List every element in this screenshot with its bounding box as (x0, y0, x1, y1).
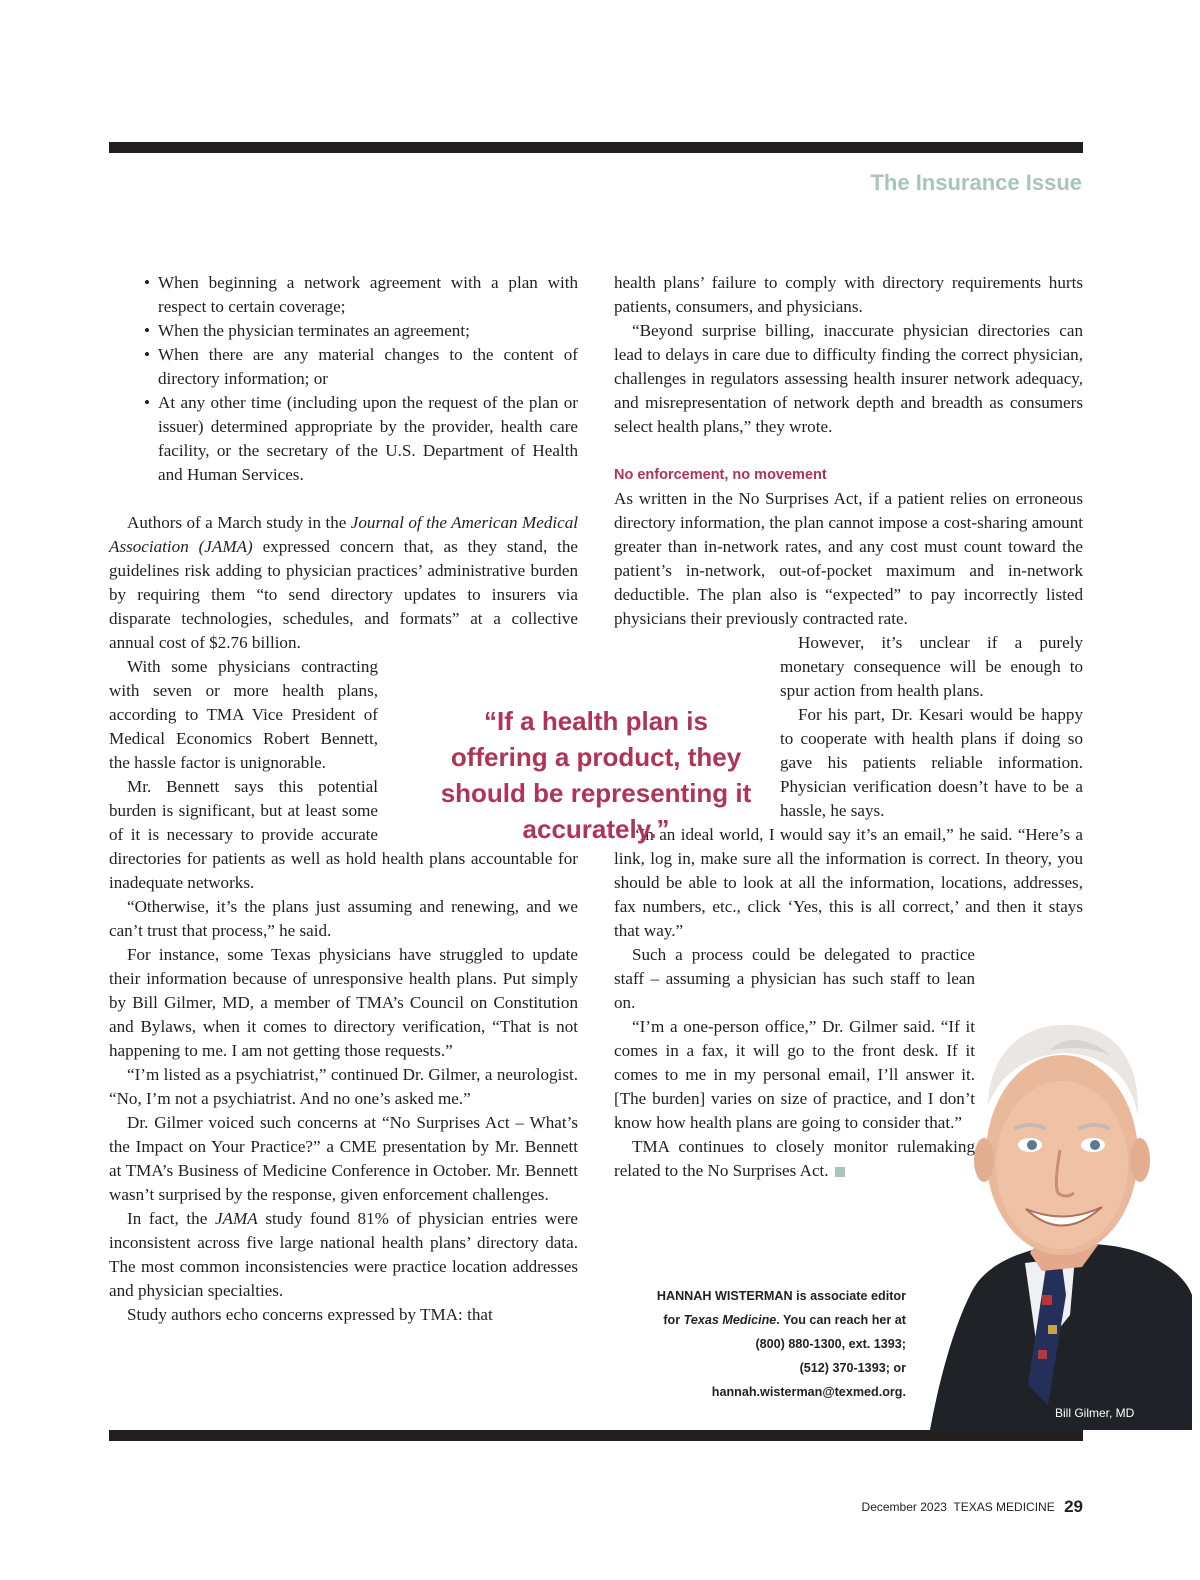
paragraph: “I’m listed as a psychiatrist,” continued Dr. Gilmer, a neurologist. “No, I’m not a psychiatrist. And no one’s asked me.” (109, 1065, 578, 1108)
issue-date: December 2023 (861, 1500, 947, 1514)
portrait-photo (930, 995, 1192, 1430)
author-bio: HANNAH WISTERMAN is associate editor for Texas Medicine. You can reach her at (800) 880-1300, ext. 1393; (512) 370-1393; or hannah.wisterman@texmed.org. (640, 1284, 906, 1404)
author-email[interactable]: hannah.wisterman@texmed.org. (711, 1385, 906, 1399)
paragraph: health plans’ failure to comply with directory requirements hurts patients, consumers, and physicians. (614, 273, 1083, 316)
paragraph: Mr. Bennett says this potential burden is significant, but at least some of it is necessary to provide accurate directories for patients as well as hold health plans accountable for inadequate networks. (109, 777, 578, 892)
paragraph: “Beyond surprise billing, inaccurate physician directories can lead to delays in care due to difficulty finding the correct physician, challenges in regulators assessing health insurer network adequacy, and misrepresentation of network depth and breadth as consumers select health plans,” they wrote. (614, 321, 1083, 436)
list-item: • When beginning a network agreement with a plan with respect to certain coverage; (158, 271, 578, 319)
paragraph: With some physicians contracting with seven or more health plans, according to TMA Vice President of Medical Economics Robert Bennett, the hassle factor is unignorable. (109, 657, 378, 772)
paragraph: “I’m a one-person office,” Dr. Gilmer said. “If it comes in a fax, it will go to the front desk. If it comes to me in my personal email, I’ll answer it. [The burden] varies on size of practice, and I don’t know how health plans are going to consider that.” (614, 1017, 975, 1132)
page-number: 29 (1064, 1497, 1083, 1516)
bullet-list (109, 271, 578, 487)
list-item: • When there are any material changes to the content of directory information; or (158, 343, 578, 391)
top-rule (109, 142, 1083, 153)
journal-title: JAMA (214, 1209, 258, 1228)
list-item: • When the physician terminates an agreement; (158, 319, 578, 343)
photo-caption: Bill Gilmer, MD (1055, 1406, 1135, 1420)
journal-title: Journal of the American Medical Association (JAMA) (109, 513, 578, 556)
list-item: • At any other time (including upon the request of the plan or issuer) determined appropriate by the provider, health care facility, or the secretary of the U.S. Department of Health and Human Services. (158, 391, 578, 487)
paragraph: Dr. Gilmer voiced such concerns at “No Surprises Act – What’s the Impact on Your Practice?” a CME presentation by Mr. Bennett at TMA’s Business of Medicine Conference in October. Mr. Bennett wasn’t surprised by the response, given enforcement challenges. (109, 1113, 578, 1204)
paragraph: TMA continues to closely monitor rulemaking related to the No Surprises Act. (614, 1137, 975, 1180)
end-mark (835, 1167, 845, 1177)
paragraph: In fact, the JAMA study found 81% of physician entries were inconsistent across five large national health plans’ directory data. The most common inconsistencies were practice location addresses and physician specialties. (109, 1209, 578, 1300)
paragraph: Authors of a March study in the Journal of the American Medical Association (JAMA) expressed concern that, as they stand, the guidelines risk adding to physician practices’ administrative burden by requiring them “to send directory updates to insurers via disparate technologies, schedules, and formats” at a collective annual cost of $2.76 billion. (109, 513, 578, 652)
paragraph: “Otherwise, it’s the plans just assuming and renewing, and we can’t trust that process,” he said. (109, 897, 578, 940)
page-footer (862, 1497, 1083, 1517)
magazine-name: TEXAS MEDICINE (953, 1500, 1055, 1514)
paragraph: For his part, Dr. Kesari would be happy to cooperate with health plans if doing so gave his patients reliable information. Physician verification doesn’t have to be a hassle, he says. (780, 705, 1083, 820)
paragraph: As written in the No Surprises Act, if a patient relies on erroneous directory information, the plan cannot impose a cost-sharing amount greater than in-network rates, and any cost must count toward the patient’s in-network, out-of-pocket maximum and in-network deductible. The plan also is “expected” to pay incorrectly listed physicians their previously contracted rate. (614, 489, 1083, 628)
paragraph: For instance, some Texas physicians have struggled to update their information because of unresponsive health plans. Put simply by Bill Gilmer, MD, a member of TMA’s Council on Constitution and Bylaws, when it comes to directory verification, “That is not happening to me. I am not getting those requests.” (109, 945, 578, 1060)
section-title: The Insurance Issue (870, 170, 1082, 195)
paragraph: However, it’s unclear if a purely monetary consequence will be enough to spur action from health plans. (780, 633, 1083, 700)
paragraph: Such a process could be delegated to practice staff – assuming a physician has such staff to lean on. (614, 945, 975, 1012)
paragraph: “In an ideal world, I would say it’s an email,” he said. “Here’s a link, log in, make sure all the information is correct. In theory, you should be able to look at all the information, locations, addresses, fax numbers, etc., click ‘Yes, this is all correct,’ and then it stays that way.” (614, 825, 1083, 940)
subheading: No enforcement, no movement (614, 467, 827, 483)
paragraph: Study authors echo concerns expressed by TMA: that (127, 1305, 493, 1324)
bottom-rule (109, 1430, 1083, 1441)
pull-quote: “If a health plan is offering a product, they should be representing it accurately.” (440, 706, 752, 844)
